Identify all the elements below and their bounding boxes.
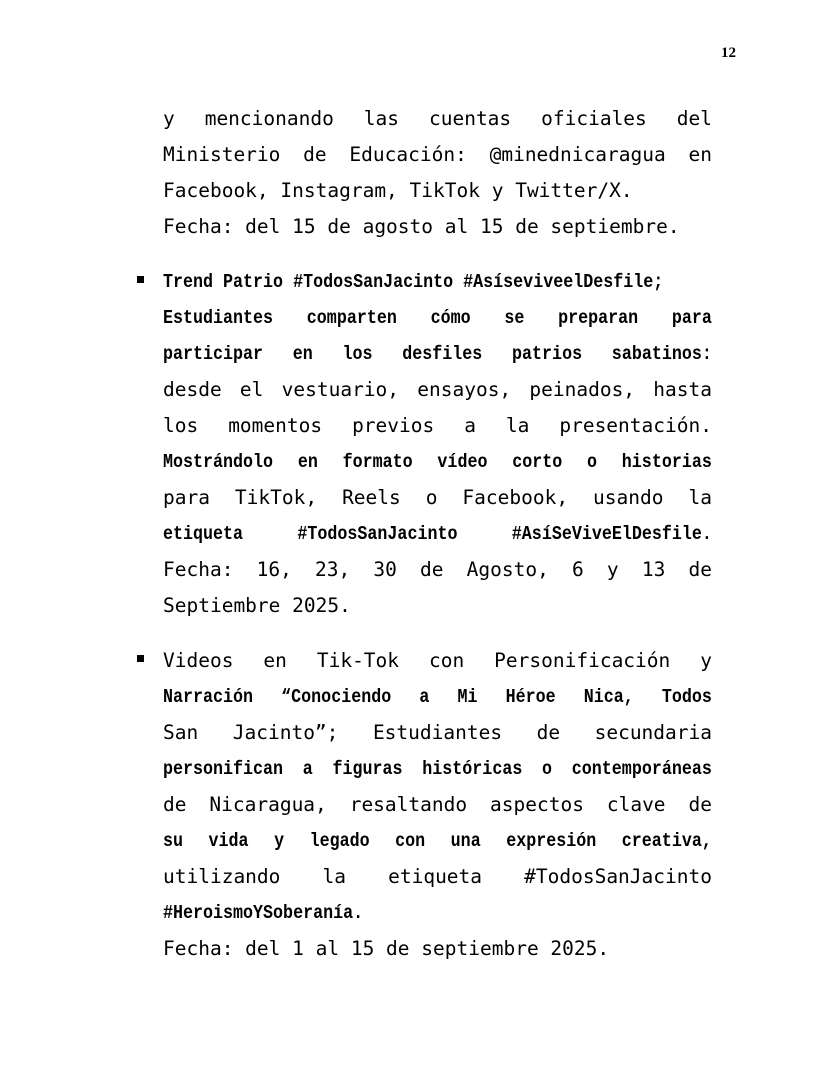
word: resaltando bbox=[349, 793, 468, 816]
word: la bbox=[688, 486, 712, 509]
word: Mostrándolo bbox=[163, 451, 274, 473]
word: desfiles bbox=[402, 343, 483, 365]
word: de bbox=[420, 558, 444, 581]
word: en bbox=[292, 343, 313, 365]
word: de bbox=[688, 793, 712, 816]
word: las bbox=[363, 107, 400, 130]
word: historias bbox=[621, 451, 712, 473]
word: de bbox=[163, 793, 187, 816]
word: 16, bbox=[256, 558, 292, 581]
word: históricas bbox=[422, 758, 523, 780]
text-line bbox=[163, 444, 712, 480]
word: cuentas bbox=[428, 107, 512, 130]
word: expresión bbox=[506, 830, 597, 852]
word: Videos bbox=[163, 649, 234, 672]
word: comparten bbox=[306, 307, 397, 329]
word: Todos bbox=[661, 686, 712, 708]
word: hasta bbox=[653, 378, 712, 401]
word: previos bbox=[352, 414, 435, 437]
text-line bbox=[163, 643, 712, 679]
word: contemporáneas bbox=[571, 758, 712, 780]
word: patrios bbox=[512, 343, 583, 365]
document-body bbox=[163, 101, 712, 967]
word: Fecha: bbox=[163, 558, 234, 581]
word: 13 bbox=[641, 558, 666, 581]
text-line bbox=[163, 480, 712, 516]
word: a bbox=[464, 414, 476, 437]
word: Narración bbox=[163, 686, 254, 708]
word: o bbox=[542, 758, 553, 780]
bullet-paragraph bbox=[163, 643, 712, 967]
word: Personificación bbox=[494, 649, 671, 672]
word: de bbox=[303, 143, 327, 166]
word: 23, bbox=[315, 558, 351, 581]
text-line bbox=[163, 787, 712, 823]
text-line: Fecha: del 15 de agosto al 15 de septiembre. bbox=[163, 215, 680, 238]
word: del bbox=[676, 107, 712, 130]
word: vídeo bbox=[437, 451, 488, 473]
word: #AsíSeViveElDesfile. bbox=[511, 523, 712, 545]
word: formato bbox=[342, 451, 413, 473]
word: de bbox=[536, 721, 561, 744]
word: el bbox=[239, 378, 264, 401]
word: presentación. bbox=[559, 414, 712, 437]
square-bullet-icon bbox=[137, 276, 144, 283]
word: Estudiantes bbox=[372, 721, 503, 744]
word: la bbox=[322, 865, 346, 888]
square-bullet-icon bbox=[137, 655, 144, 662]
word: oficiales bbox=[541, 107, 647, 130]
word: Educación: bbox=[349, 143, 467, 166]
word: los bbox=[342, 343, 373, 365]
word: desde bbox=[163, 378, 222, 401]
word: usando bbox=[593, 486, 664, 509]
word: participar bbox=[163, 343, 264, 365]
word: secundaria bbox=[594, 721, 712, 744]
word: para bbox=[163, 486, 210, 509]
word: y bbox=[606, 558, 619, 581]
text-line bbox=[163, 552, 712, 588]
word: 6 bbox=[572, 558, 584, 581]
word: Jacinto”; bbox=[232, 721, 339, 744]
text-line bbox=[163, 372, 712, 408]
text-line: Septiembre 2025. bbox=[163, 594, 351, 617]
word: Ministerio bbox=[163, 143, 281, 166]
word: vestuario, bbox=[281, 378, 400, 401]
word: 30 bbox=[373, 558, 397, 581]
bullet-paragraph bbox=[163, 264, 712, 624]
word: Héroe bbox=[505, 686, 556, 708]
word: a bbox=[419, 686, 430, 708]
word: en bbox=[263, 649, 287, 672]
text-line bbox=[163, 408, 712, 444]
word: la bbox=[505, 414, 530, 437]
word: clave bbox=[606, 793, 666, 816]
word: personifican bbox=[163, 758, 284, 780]
word: Reels bbox=[342, 486, 401, 509]
text-line bbox=[163, 516, 712, 552]
text-line bbox=[163, 859, 712, 895]
text-line bbox=[163, 715, 712, 751]
word: o bbox=[425, 486, 438, 509]
text-line bbox=[163, 823, 712, 859]
word: Nica, bbox=[583, 686, 634, 708]
word: con bbox=[395, 830, 426, 852]
paragraph bbox=[163, 101, 712, 245]
word: Facebook, bbox=[462, 486, 569, 509]
word: sabatinos: bbox=[611, 343, 712, 365]
word: figuras bbox=[332, 758, 403, 780]
word: de bbox=[688, 558, 712, 581]
word: Estudiantes bbox=[163, 307, 274, 329]
text-line: Facebook, Instagram, TikTok y Twitter/X. bbox=[163, 179, 633, 202]
word: una bbox=[450, 830, 481, 852]
word: y bbox=[163, 107, 175, 130]
text-line: Fecha: del 1 al 15 de septiembre 2025. bbox=[163, 937, 610, 960]
word: cómo bbox=[430, 307, 471, 329]
text-line: #HeroismoYSoberanía. bbox=[163, 902, 364, 924]
word: preparan bbox=[558, 307, 639, 329]
word: su bbox=[163, 830, 184, 852]
word: momentos bbox=[228, 414, 323, 437]
word: utilizando bbox=[163, 865, 281, 888]
word: a bbox=[302, 758, 313, 780]
word: etiqueta bbox=[163, 523, 244, 545]
word: y bbox=[274, 830, 285, 852]
word: aspectos bbox=[490, 793, 584, 816]
word: #TodosSanJacinto bbox=[297, 523, 458, 545]
word: San bbox=[163, 721, 199, 744]
word: ensayos, bbox=[417, 378, 512, 401]
word: con bbox=[428, 649, 465, 672]
word: Nicaragua, bbox=[209, 793, 327, 816]
text-line bbox=[163, 751, 712, 787]
word: @minednicaragua bbox=[489, 143, 666, 166]
word: Agosto, bbox=[466, 558, 549, 581]
word: o bbox=[587, 451, 598, 473]
word: etiqueta bbox=[388, 865, 483, 888]
text-line bbox=[163, 336, 712, 372]
text-line bbox=[163, 300, 712, 336]
word: TikTok, bbox=[234, 486, 318, 509]
word: “Conociendo bbox=[281, 686, 392, 708]
word: corto bbox=[512, 451, 563, 473]
word: los bbox=[163, 414, 199, 437]
text-line bbox=[163, 101, 712, 137]
text-line bbox=[163, 679, 712, 715]
word: en bbox=[297, 451, 318, 473]
page-number: 12 bbox=[721, 45, 736, 61]
word: se bbox=[504, 307, 525, 329]
word: Tik-Tok bbox=[316, 649, 400, 672]
word: Mi bbox=[457, 686, 478, 708]
word: en bbox=[688, 143, 712, 166]
word: mencionando bbox=[204, 107, 334, 130]
word: para bbox=[671, 307, 712, 329]
text-line bbox=[163, 137, 712, 173]
word: legado bbox=[309, 830, 370, 852]
word: creativa, bbox=[621, 830, 712, 852]
word: vida bbox=[208, 830, 249, 852]
word: peinados, bbox=[529, 378, 636, 401]
word: y bbox=[700, 649, 712, 672]
word: #TodosSanJacinto bbox=[524, 865, 712, 888]
text-line: Trend Patrio #TodosSanJacinto #AsíseviveelDesfile; bbox=[163, 271, 664, 293]
